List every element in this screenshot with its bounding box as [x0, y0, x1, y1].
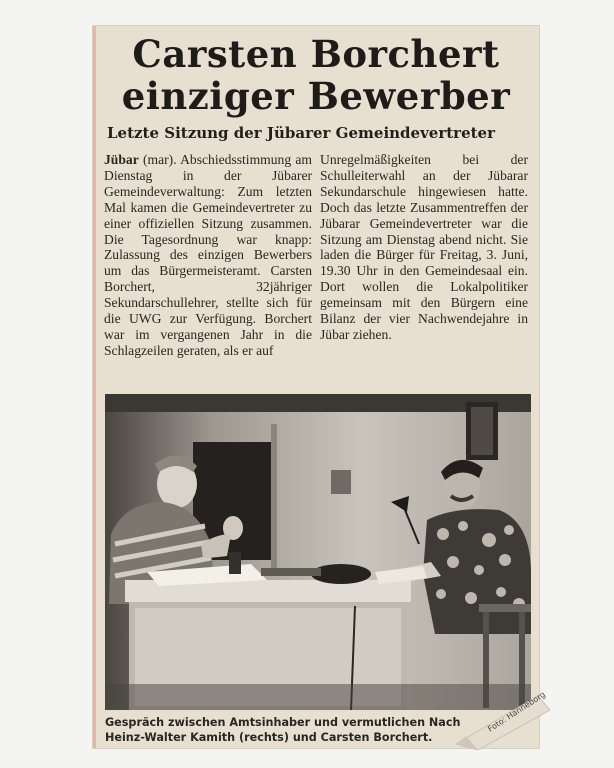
article-column-right: Unregelmäßigkeiten bei der Schulleiterwahl an der Jübarar Sekundarschule hingewiesen hatte. Doch das letzte Zusammentreffen der Jübarar Gemeindevertreter war die Sitzung am Dienstag abend nicht. Sie laden die Bürger für Freitag, 3. Juni, 19.30 Uhr in den Gemeindesaal ein. Dort wollen die Lokalpolitiker gemeinsam mit den Bürgern eine Bilanz der vier Nachwendejahre in Jübar ziehen.	[320, 152, 528, 342]
news-photo	[105, 394, 531, 710]
photo-credit: Foto: Hanneborg	[486, 689, 548, 734]
caption-line-1: Gespräch zwischen Amtsinhaber und vermutlichen Nach	[105, 716, 461, 729]
dateline: Jübar	[104, 152, 139, 167]
photo-illustration	[105, 394, 531, 710]
folded-corner	[450, 688, 560, 750]
headline-line-2: einziger Bewerber	[121, 74, 511, 118]
subheadline: Letzte Sitzung der Jübarer Gemeindevertreter	[107, 124, 495, 142]
article-column-left	[104, 152, 312, 359]
caption-line-2: Heinz-Walter Kamith (rechts) und Carsten Borchert.	[105, 730, 433, 744]
headline-line-1: Carsten Borchert	[132, 32, 500, 76]
article-text-left: (mar). Abschiedsstimmung am Dienstag in der Jübarer Gemeindeverwaltung: Zum letzten Mal kamen die Gemeindevertreter zu einer offiziellen Sitzung zusammen. Die Tagesordnung war knapp: Zulassung des einzigen Bewerbers um das Bürgermeisteramt. Carsten Borchert, 32jähriger Sekundarschullehrer, stellte sich für die UWG zur Verfügung. Borchert war im vergangenen Jahr in die Schlagzeilen geraten, als er auf	[104, 152, 312, 358]
newspaper-clipping	[93, 26, 539, 748]
